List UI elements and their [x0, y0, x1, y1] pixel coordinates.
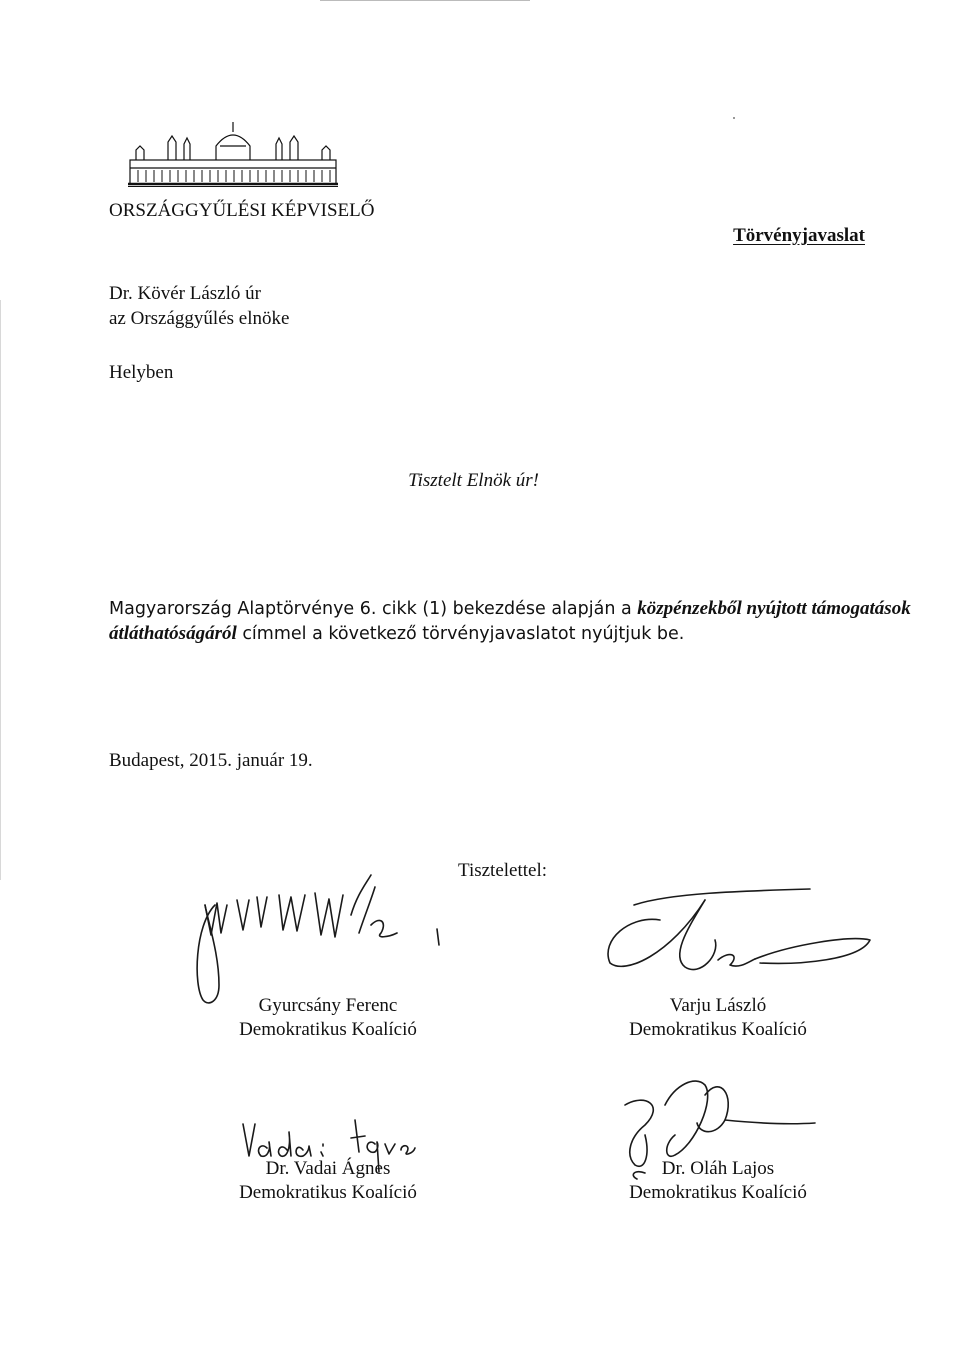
signature-varju [590, 885, 880, 985]
bill-title-part-1: közpénzekből nyújtott támogatások [637, 598, 911, 619]
scan-mark-left [0, 300, 1, 880]
signatory-3-name: Dr. Vadai Ágnes [265, 1158, 391, 1179]
scan-dot [733, 117, 735, 119]
addressee-location: Helyben [109, 362, 174, 383]
institution-heading: ORSZÁGGYŰLÉSI KÉPVISELŐ [109, 200, 375, 221]
signatory-4-name: Dr. Oláh Lajos [661, 1158, 775, 1179]
signature-gyurcsany [175, 875, 465, 1015]
body-text-2: címmel a következő törvényjavaslatot nyújtjuk be. [236, 624, 685, 644]
document-type: Törvényjavaslat [733, 225, 865, 246]
salutation: Tisztelt Elnök úr! [408, 470, 539, 491]
signatory-2-party: Demokratikus Koalíció [629, 1019, 807, 1040]
body-line-2 [109, 622, 889, 647]
signatory-3-party: Demokratikus Koalíció [239, 1182, 417, 1203]
scan-mark-top [320, 0, 530, 1]
closing: Tisztelettel: [458, 860, 548, 881]
body-line-1 [109, 597, 911, 622]
signatory-1-party: Demokratikus Koalíció [239, 1019, 417, 1040]
addressee-name: Dr. Kövér László úr [109, 283, 261, 304]
body-text-1: Magyarország Alaptörvénye 6. cikk (1) bekezdése alapján a [109, 599, 638, 619]
signatory-4-party: Demokratikus Koalíció [629, 1182, 807, 1203]
parliament-building-icon [128, 122, 338, 188]
date-line: Budapest, 2015. január 19. [109, 750, 313, 771]
signatory-2-name: Varju László [669, 995, 767, 1016]
body-paragraph [109, 597, 911, 647]
bill-title-part-2: átláthatóságáról [109, 623, 237, 644]
signatory-1-name: Gyurcsány Ferenc [258, 995, 398, 1016]
addressee-role: az Országgyűlés elnöke [109, 308, 290, 329]
